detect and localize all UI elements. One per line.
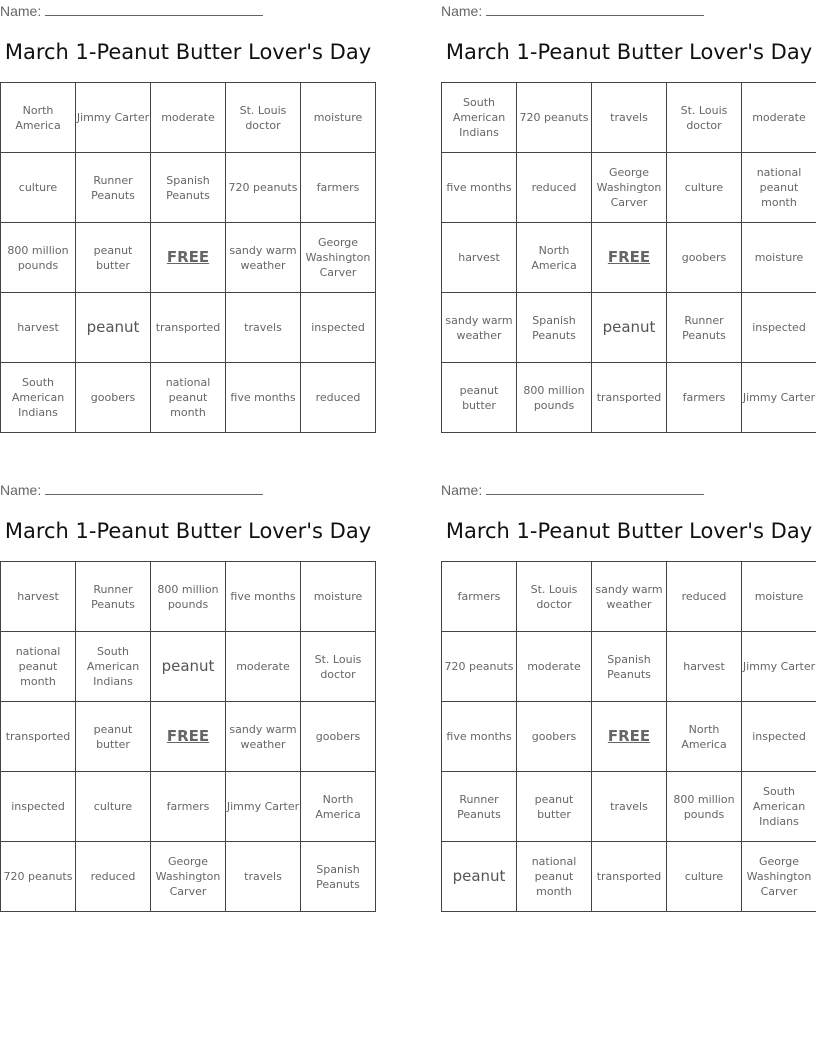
bingo-cell[interactable]: five months [442,702,517,772]
bingo-cell[interactable]: travels [592,772,667,842]
bingo-cell[interactable]: Spanish Peanuts [517,293,592,363]
bingo-cell[interactable]: inspected [742,702,816,772]
name-blank[interactable] [486,481,704,495]
bingo-cell[interactable]: George Washington Carver [151,842,226,912]
bingo-cell[interactable]: national peanut month [1,632,76,702]
bingo-grid [0,561,376,912]
bingo-cell[interactable]: 800 million pounds [517,363,592,433]
bingo-cell[interactable]: reduced [301,363,376,433]
name-line [441,481,704,498]
bingo-cell[interactable]: North America [1,83,76,153]
bingo-cell[interactable]: sandy warm weather [226,702,301,772]
bingo-cell[interactable]: Jimmy Carter [226,772,301,842]
grid-row [442,363,816,433]
bingo-cell[interactable]: South American Indians [76,632,151,702]
free-space[interactable]: FREE [151,702,226,772]
bingo-cell[interactable]: farmers [442,562,517,632]
bingo-cell[interactable]: George Washington Carver [592,153,667,223]
bingo-cell[interactable]: harvest [667,632,742,702]
bingo-cell[interactable]: North America [517,223,592,293]
bingo-cell[interactable]: goobers [301,702,376,772]
bingo-cell[interactable]: South American Indians [742,772,816,842]
bingo-cell[interactable]: peanut [442,842,517,912]
name-label: Name: [0,482,42,498]
bingo-card-2 [441,0,816,440]
bingo-cell[interactable]: Runner Peanuts [442,772,517,842]
bingo-cell[interactable]: national peanut month [151,363,226,433]
bingo-cell[interactable]: transported [1,702,76,772]
bingo-cell[interactable]: Runner Peanuts [76,153,151,223]
bingo-card-1 [0,0,376,440]
grid-row [1,842,376,912]
grid-row [1,702,376,772]
name-blank[interactable] [45,2,263,16]
bingo-cell[interactable]: 720 peanuts [517,83,592,153]
free-space[interactable]: FREE [592,223,667,293]
bingo-cell[interactable]: culture [667,842,742,912]
bingo-cell[interactable]: moderate [151,83,226,153]
bingo-cell[interactable]: moisture [301,562,376,632]
bingo-cell[interactable]: five months [226,363,301,433]
bingo-cell[interactable]: harvest [1,562,76,632]
bingo-grid [441,82,816,433]
bingo-cell[interactable]: 720 peanuts [1,842,76,912]
grid-row [1,632,376,702]
bingo-cell[interactable]: moderate [226,632,301,702]
bingo-cell[interactable]: Runner Peanuts [76,562,151,632]
bingo-cell[interactable]: South American Indians [1,363,76,433]
name-label: Name: [441,482,483,498]
bingo-cell[interactable]: culture [76,772,151,842]
bingo-cell[interactable]: moisture [742,562,816,632]
grid-row [442,223,816,293]
bingo-cell[interactable]: peanut [76,293,151,363]
bingo-cell[interactable]: farmers [151,772,226,842]
name-label: Name: [441,3,483,19]
bingo-cell[interactable]: travels [592,83,667,153]
bingo-cell[interactable]: St. Louis doctor [667,83,742,153]
grid-row [442,632,816,702]
card-title: March 1-Peanut Butter Lover's Day [4,519,372,543]
bingo-cell[interactable]: peanut [592,293,667,363]
bingo-cell[interactable]: harvest [442,223,517,293]
name-line [0,2,263,19]
bingo-cell[interactable]: culture [1,153,76,223]
bingo-cell[interactable]: sandy warm weather [226,223,301,293]
bingo-cell[interactable]: transported [151,293,226,363]
grid-row [1,562,376,632]
bingo-cell[interactable]: travels [226,842,301,912]
bingo-cell[interactable]: George Washington Carver [742,842,816,912]
bingo-cell[interactable]: peanut butter [517,772,592,842]
bingo-cell[interactable]: goobers [667,223,742,293]
grid-row [1,363,376,433]
bingo-cell[interactable]: peanut butter [76,702,151,772]
bingo-cell[interactable]: peanut [151,632,226,702]
bingo-cell[interactable]: 720 peanuts [226,153,301,223]
bingo-cell[interactable]: Jimmy Carter [742,632,816,702]
bingo-cell[interactable]: national peanut month [742,153,816,223]
name-line [0,481,263,498]
bingo-cell[interactable]: inspected [301,293,376,363]
bingo-cell[interactable]: moderate [742,83,816,153]
bingo-cell[interactable]: reduced [517,153,592,223]
bingo-cell[interactable]: reduced [76,842,151,912]
bingo-card-3 [0,479,376,919]
bingo-cell[interactable]: travels [226,293,301,363]
bingo-cell[interactable]: transported [592,363,667,433]
bingo-cell[interactable]: 800 million pounds [151,562,226,632]
bingo-cell[interactable]: North America [667,702,742,772]
bingo-cell[interactable]: Spanish Peanuts [301,842,376,912]
bingo-cell[interactable]: moisture [742,223,816,293]
grid-row [442,293,816,363]
bingo-cell[interactable]: Runner Peanuts [667,293,742,363]
bingo-cell[interactable]: Jimmy Carter [742,363,816,433]
bingo-cell[interactable]: Spanish Peanuts [151,153,226,223]
card-title: March 1-Peanut Butter Lover's Day [445,40,813,64]
bingo-cell[interactable]: moderate [517,632,592,702]
bingo-cell[interactable]: George Washington Carver [301,223,376,293]
bingo-cell[interactable]: national peanut month [517,842,592,912]
bingo-cell[interactable]: South American Indians [442,83,517,153]
bingo-grid [0,82,376,433]
bingo-cell[interactable]: Jimmy Carter [76,83,151,153]
card-title: March 1-Peanut Butter Lover's Day [445,519,813,543]
grid-row [442,153,816,223]
bingo-cell[interactable]: peanut butter [442,363,517,433]
bingo-cell[interactable]: five months [226,562,301,632]
grid-row [1,153,376,223]
name-blank[interactable] [45,481,263,495]
free-space[interactable]: FREE [151,223,226,293]
bingo-cell[interactable]: St. Louis doctor [301,632,376,702]
card-title: March 1-Peanut Butter Lover's Day [4,40,372,64]
bingo-cell[interactable]: North America [301,772,376,842]
bingo-cell[interactable]: harvest [1,293,76,363]
grid-row [1,293,376,363]
bingo-cell[interactable]: farmers [301,153,376,223]
grid-row [442,702,816,772]
bingo-cell[interactable]: 800 million pounds [667,772,742,842]
bingo-cell[interactable]: inspected [1,772,76,842]
bingo-cell[interactable]: 720 peanuts [442,632,517,702]
bingo-cell[interactable]: reduced [667,562,742,632]
bingo-cell[interactable]: transported [592,842,667,912]
bingo-cell[interactable]: Spanish Peanuts [592,632,667,702]
bingo-cell[interactable]: sandy warm weather [442,293,517,363]
bingo-cell[interactable]: five months [442,153,517,223]
bingo-grid [441,561,816,912]
bingo-cell[interactable]: peanut butter [76,223,151,293]
grid-row [442,83,816,153]
bingo-cell[interactable]: inspected [742,293,816,363]
bingo-cell[interactable]: culture [667,153,742,223]
grid-row [442,562,816,632]
grid-row [1,83,376,153]
free-space[interactable]: FREE [592,702,667,772]
grid-row [442,772,816,842]
bingo-cell[interactable]: St. Louis doctor [226,83,301,153]
grid-row [1,223,376,293]
grid-row [1,772,376,842]
bingo-card-4 [441,479,816,919]
bingo-cell[interactable]: goobers [76,363,151,433]
bingo-cell[interactable]: goobers [517,702,592,772]
bingo-cell[interactable]: moisture [301,83,376,153]
bingo-cell[interactable]: 800 million pounds [1,223,76,293]
bingo-cell[interactable]: St. Louis doctor [517,562,592,632]
name-blank[interactable] [486,2,704,16]
grid-row [442,842,816,912]
bingo-cell[interactable]: sandy warm weather [592,562,667,632]
bingo-cell[interactable]: farmers [667,363,742,433]
name-label: Name: [0,3,42,19]
name-line [441,2,704,19]
